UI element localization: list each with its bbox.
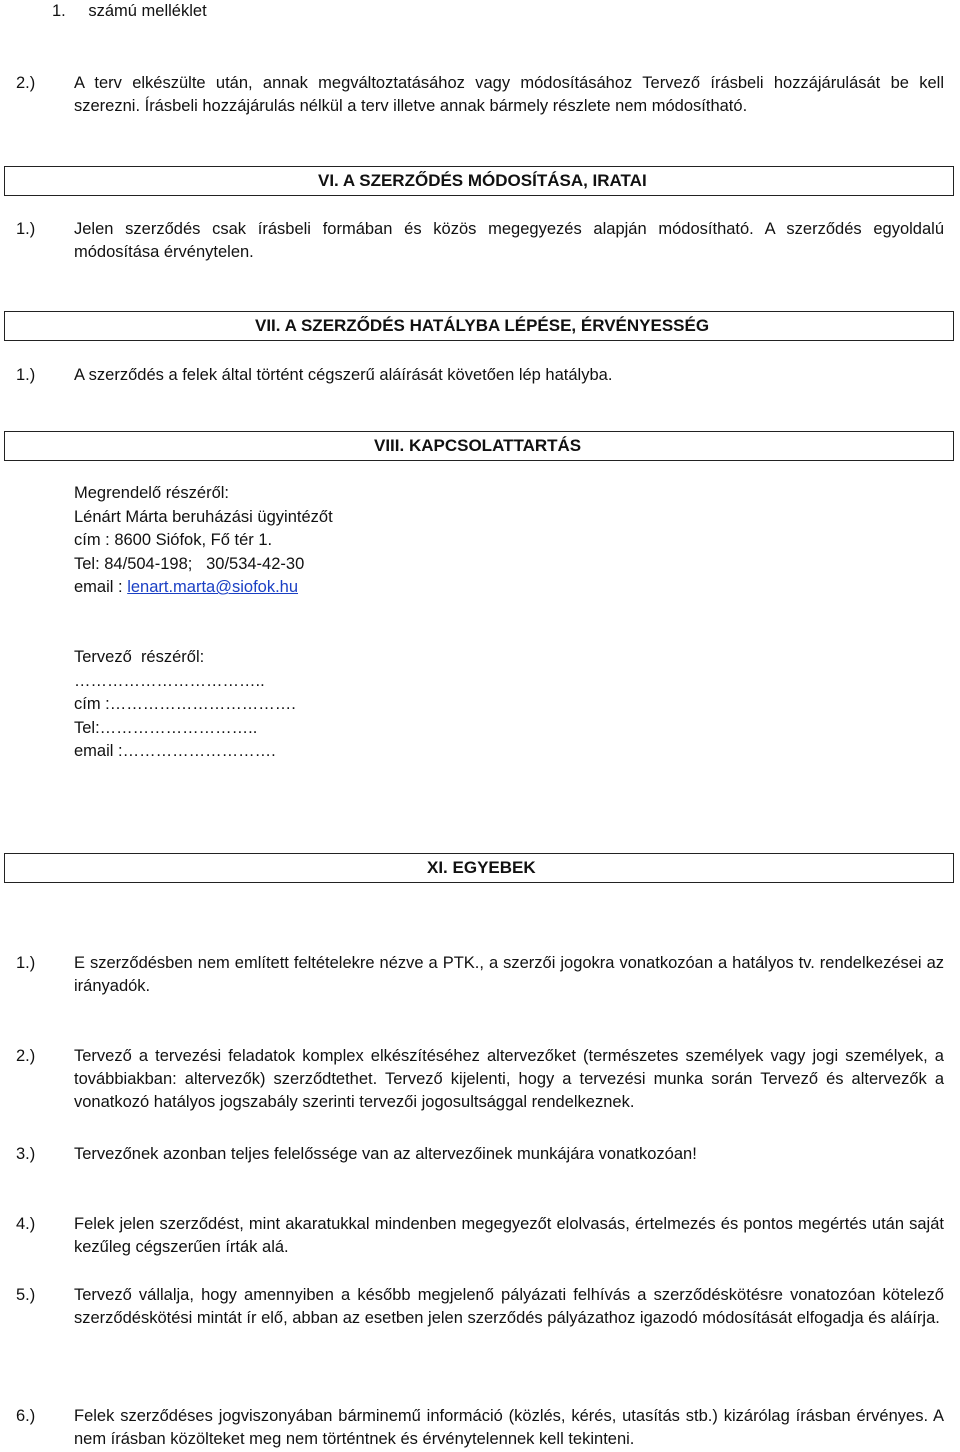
designer-contact-block <box>74 646 296 764</box>
section-vii-heading <box>4 311 954 341</box>
clause-number: 5.) <box>16 1286 36 1304</box>
clause-number: 6.) <box>16 1407 36 1425</box>
annex-number: 1. <box>52 2 66 20</box>
clause-text: A terv elkészülte után, annak megváltoztatásához vagy módosításához Tervező írásbeli hozzájárulását be kell szerezni. Írásbeli hozzájárulás nélkül a terv illetve annak bármely részlete nem módosítható. <box>74 74 944 115</box>
designer-address: cím :……………………………. <box>74 695 296 713</box>
client-address: cím : 8600 Siófok, Fő tér 1. <box>74 531 273 549</box>
clause-text: Felek szerződéses jogviszonyában bárminemű információ (közlés, kérés, utasítás stb.) kizárólag írásban érvényes. A nem írásban közölteket meg nem történtnek és érvénytelennek kell tekinteni. <box>74 1407 944 1448</box>
client-contact-block <box>74 482 333 600</box>
clause-text: E szerződésben nem említett feltételekre nézve a PTK., a szerzői jogokra vonatkozóan a hatályos tv. rendelkezései az irányadók. <box>74 954 944 995</box>
clause-text: Tervezőnek azonban teljes felelőssége van az altervezőinek munkájára vonatkozóan! <box>74 1145 697 1163</box>
designer-heading: Tervező részéről: <box>74 648 205 666</box>
clause-text: Jelen szerződés csak írásbeli formában és közös megegyezés alapján módosítható. A szerződés egyoldalú módosítása érvénytelen. <box>74 220 944 261</box>
clause-number: 3.) <box>16 1145 36 1163</box>
designer-tel: Tel:……………………….. <box>74 718 258 737</box>
annex-title: számú melléklet <box>88 2 207 20</box>
clause-number: 4.) <box>16 1215 36 1233</box>
designer-email: email :………………………. <box>74 742 276 760</box>
section-vii-title: VII. A SZERZŐDÉS HATÁLYBA LÉPÉSE, ÉRVÉNYESSÉG <box>255 316 710 335</box>
designer-name: …………………………….. <box>74 671 265 690</box>
clause-text: Felek jelen szerződést, mint akaratukkal mindenben megegyezőt elolvasás, értelmezés és pontos megértés után saját kezűleg cégszerűen írták alá. <box>74 1215 944 1256</box>
clause-text: Tervező vállalja, hogy amennyiben a később megjelenő pályázati felhívás a szerződéskötésre vonatozóan kötelező szerződéskötési mintát ír elő, abban az esetben jelen szerződés pályázathoz igazodó módosítását elfogadja és aláírja. <box>74 1286 944 1327</box>
section-viii-heading <box>4 431 954 461</box>
clause-text: Tervező a tervezési feladatok komplex elkészítéséhez altervezőket (természetes személyek vagy jogi személyek, a továbbiakban: altervezők) szerződtethet. Tervező kijelenti, hogy a tervezési munka során Tervező és altervezők a vonatkozó hatályos jogszabály szerinti tervezői jogosultsággal rendelkeznek. <box>74 1047 944 1111</box>
section-xi-title: XI. EGYEBEK <box>427 858 536 877</box>
client-email-row <box>74 576 333 600</box>
clause-number: 1.) <box>16 220 36 238</box>
section-xi-heading <box>4 853 954 883</box>
annex-header <box>52 0 207 23</box>
clause-text: A szerződés a felek által történt cégszerű aláírását követően lép hatályba. <box>74 366 613 384</box>
client-tel: Tel: 84/504-198; 30/534-42-30 <box>74 554 305 573</box>
section-vi-heading <box>4 166 954 196</box>
client-name: Lénárt Márta beruházási ügyintézőt <box>74 507 333 526</box>
client-email-label: email : <box>74 578 128 596</box>
clause-number: 2.) <box>16 1047 36 1065</box>
client-email-link[interactable]: lenart.marta@siofok.hu <box>127 578 299 596</box>
clause-number: 2.) <box>16 74 36 92</box>
section-viii-title: VIII. KAPCSOLATTARTÁS <box>374 436 582 455</box>
section-vi-title: VI. A SZERZŐDÉS MÓDOSÍTÁSA, IRATAI <box>318 171 647 190</box>
client-heading: Megrendelő részéről: <box>74 484 229 502</box>
clause-number: 1.) <box>16 954 36 972</box>
clause-number: 1.) <box>16 366 36 384</box>
